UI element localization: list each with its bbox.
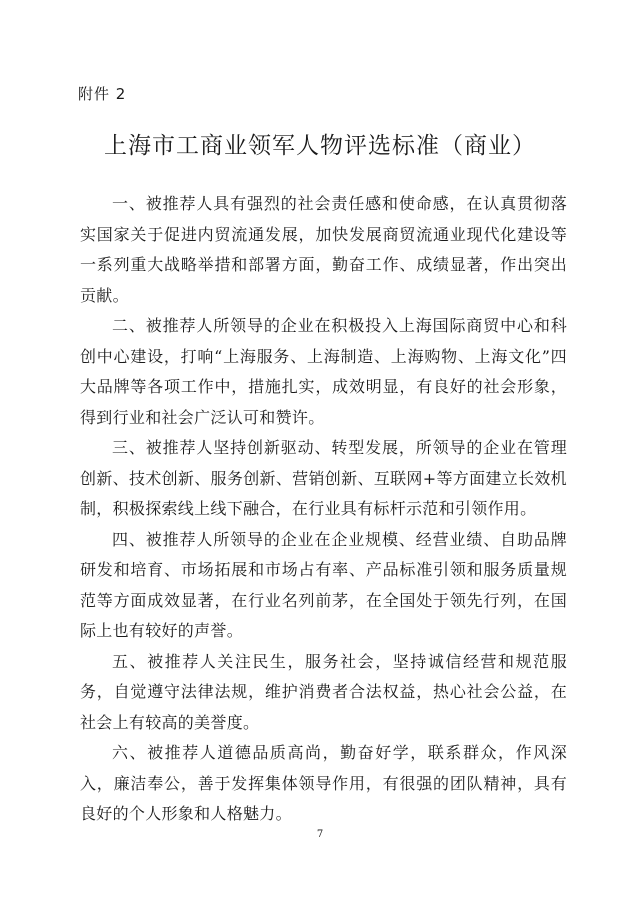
attachment-label: 附件 2 bbox=[78, 85, 127, 103]
page-title: 上海市工商业领军人物评选标准（商业） bbox=[104, 133, 536, 159]
document-body bbox=[80, 189, 567, 830]
criterion-paragraph-3: 三、被推荐人坚持创新驱动、转型发展，所领导的企业在管理创新、技术创新、服务创新、营销创新、互联网+等方面建立长效机制，积极探索线上线下融合，在行业具有标杆示范和引领作用。 bbox=[80, 438, 567, 518]
page-number: 7 bbox=[316, 829, 324, 840]
criterion-paragraph-4: 四、被推荐人所领导的企业在企业规模、经营业绩、自助品牌研发和培育、市场拓展和市场占有率、产品标准引领和服务质量规范等方面成效显著，在行业名列前茅，在全国处于领先行列，在国际上也有较好的声誉。 bbox=[80, 529, 567, 640]
criterion-paragraph-1: 一、被推荐人具有强烈的社会责任感和使命感，在认真贯彻落实国家关于促进内贸流通发展，加快发展商贸流通业现代化建设等一系列重大战略举措和部署方面，勤奋工作、成绩显著，作出突出贡献。 bbox=[80, 194, 567, 305]
criterion-paragraph-6: 六、被推荐人道德品质高尚，勤奋好学，联系群众，作风深入，廉洁奉公，善于发挥集体领导作用，有很强的团队精神，具有良好的个人形象和人格魅力。 bbox=[80, 743, 567, 823]
criterion-paragraph-2: 二、被推荐人所领导的企业在积极投入上海国际商贸中心和科创中心建设，打响“上海服务、上海制造、上海购物、上海文化”四大品牌等各项工作中，措施扎实，成效明显，有良好的社会形象，得到行业和社会广泛认可和赞许。 bbox=[80, 316, 567, 427]
criterion-paragraph-5: 五、被推荐人关注民生，服务社会，坚持诚信经营和规范服务，自觉遵守法律法规，维护消费者合法权益，热心社会公益，在社会上有较高的美誉度。 bbox=[80, 651, 567, 732]
